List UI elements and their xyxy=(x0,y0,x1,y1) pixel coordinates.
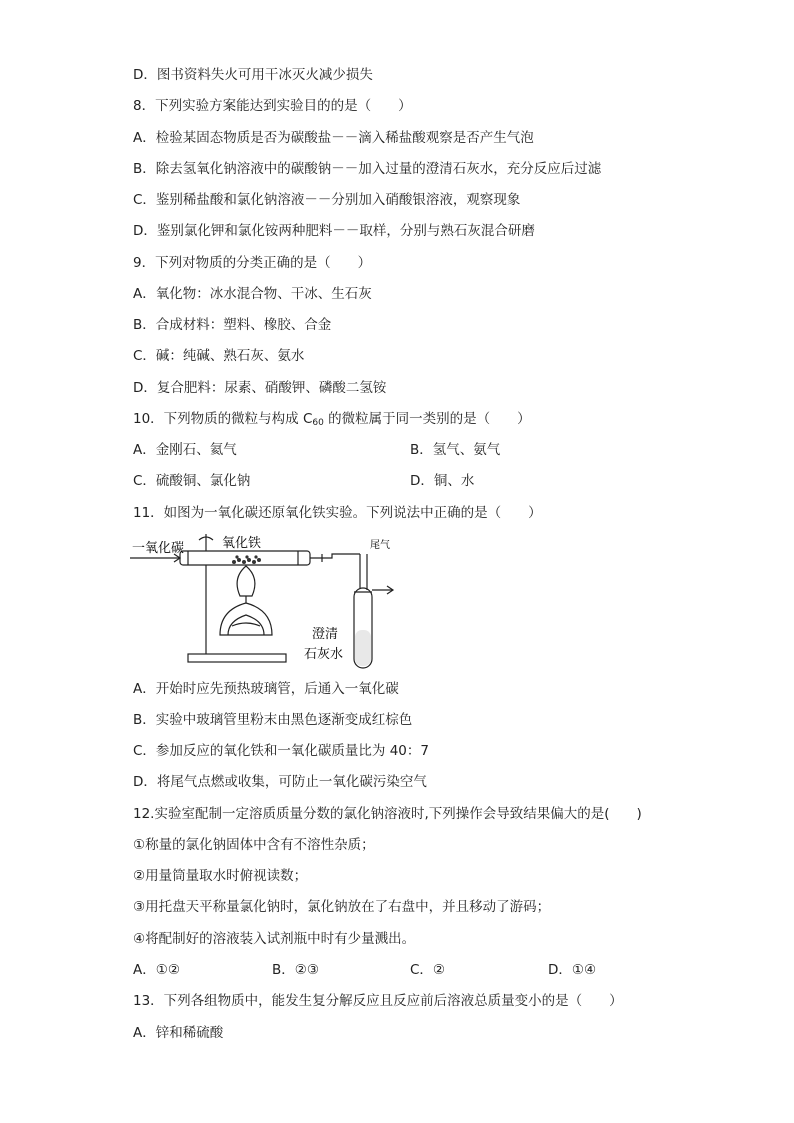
q12-statement-2: ②用量筒量取水时俯视读数； xyxy=(133,868,308,884)
q8-option-c: C．鉴别稀盐酸和氯化钠溶液－－分别加入硝酸银溶液，观察现象 xyxy=(133,192,521,208)
limewater-level xyxy=(355,630,371,666)
q9-option-c: C．碱：纯碱、熟石灰、氨水 xyxy=(133,348,305,364)
q12-stem: 12.实验室配制一定溶质质量分数的氯化钠溶液时,下列操作会导致结果偏大的是( ) xyxy=(133,806,642,822)
q11-option-a: A．开始时应先预热玻璃管，后通入一氧化碳 xyxy=(133,681,399,697)
q12-option-a: A．①② xyxy=(133,962,180,978)
q9-option-a: A．氧化物：冰水混合物、干冰、生石灰 xyxy=(133,286,372,302)
q11-stem: 11．如图为一氧化碳还原氧化铁实验。下列说法中正确的是（ ） xyxy=(133,505,542,521)
lamp-flame xyxy=(237,566,255,596)
q12-statement-4: ④将配制好的溶液装入试剂瓶中时有少量溅出。 xyxy=(133,931,416,947)
q11-option-b: B．实验中玻璃管里粉末由黑色逐渐变成红棕色 xyxy=(133,712,413,728)
q12-option-d: D．①④ xyxy=(548,962,597,978)
q10-stem: 10．下列物质的微粒与构成 $C_{60}$ 的微粒属于同一类别的是（ ） xyxy=(133,411,531,428)
q13-stem: 13．下列各组物质中，能发生复分解反应且反应前后溶液总质量变小的是（ ） xyxy=(133,993,623,1009)
label-iron-oxide: 氧化铁 xyxy=(222,536,262,551)
iron-oxide-powder xyxy=(232,555,261,564)
alcohol-lamp xyxy=(220,603,272,635)
q9-stem: 9．下列对物质的分类正确的是（ ） xyxy=(133,255,372,271)
q11-option-c: C．参加反应的氧化铁和一氧化碳质量比为 40：7 xyxy=(133,743,429,759)
q10-option-b: B．氢气、氨气 xyxy=(410,442,501,458)
label-limewater-2: 石灰水 xyxy=(304,647,344,662)
q10-option-a: A．金刚石、氦气 xyxy=(133,442,237,458)
label-limewater-1: 澄清 xyxy=(312,627,339,642)
q7-option-d: D．图书资料失火可用干冰灭火减少损失 xyxy=(133,67,373,83)
q10-option-d: D．铜、水 xyxy=(410,473,475,489)
q11-option-d: D．将尾气点燃或收集，可防止一氧化碳污染空气 xyxy=(133,774,427,790)
q8-option-b: B．除去氢氧化钠溶液中的碳酸钠－－加入过量的澄清石灰水，充分反应后过滤 xyxy=(133,161,602,177)
q12-statement-3: ③用托盘天平称量氯化钠时，氯化钠放在了右盘中，并且移动了游码； xyxy=(133,899,551,915)
label-co: 一氧化碳 xyxy=(132,541,185,556)
q12-option-b: B．②③ xyxy=(272,962,319,978)
q10-option-c: C．硫酸铜、氯化钠 xyxy=(133,473,251,489)
stand-base xyxy=(188,654,286,662)
q8-option-a: A．检验某固态物质是否为碳酸盐－－滴入稀盐酸观察是否产生气泡 xyxy=(133,130,534,146)
q9-option-b: B．合成材料：塑料、橡胶、合金 xyxy=(133,317,332,333)
q13-option-a: A．锌和稀硫酸 xyxy=(133,1025,224,1041)
q8-option-d: D．鉴别氯化钾和氯化铵两种肥料－－取样，分别与熟石灰混合研磨 xyxy=(133,223,535,239)
co-reduction-apparatus-figure xyxy=(128,530,418,674)
q12-option-c: C．② xyxy=(410,962,446,978)
label-tail-gas: 尾气 xyxy=(370,540,390,551)
q12-statement-1: ①称量的氯化钠固体中含有不溶性杂质； xyxy=(133,837,375,853)
q9-option-d: D．复合肥料：尿素、硝酸钾、磷酸二氢铵 xyxy=(133,380,387,396)
q8-stem: 8．下列实验方案能达到实验目的的是（ ） xyxy=(133,98,412,114)
